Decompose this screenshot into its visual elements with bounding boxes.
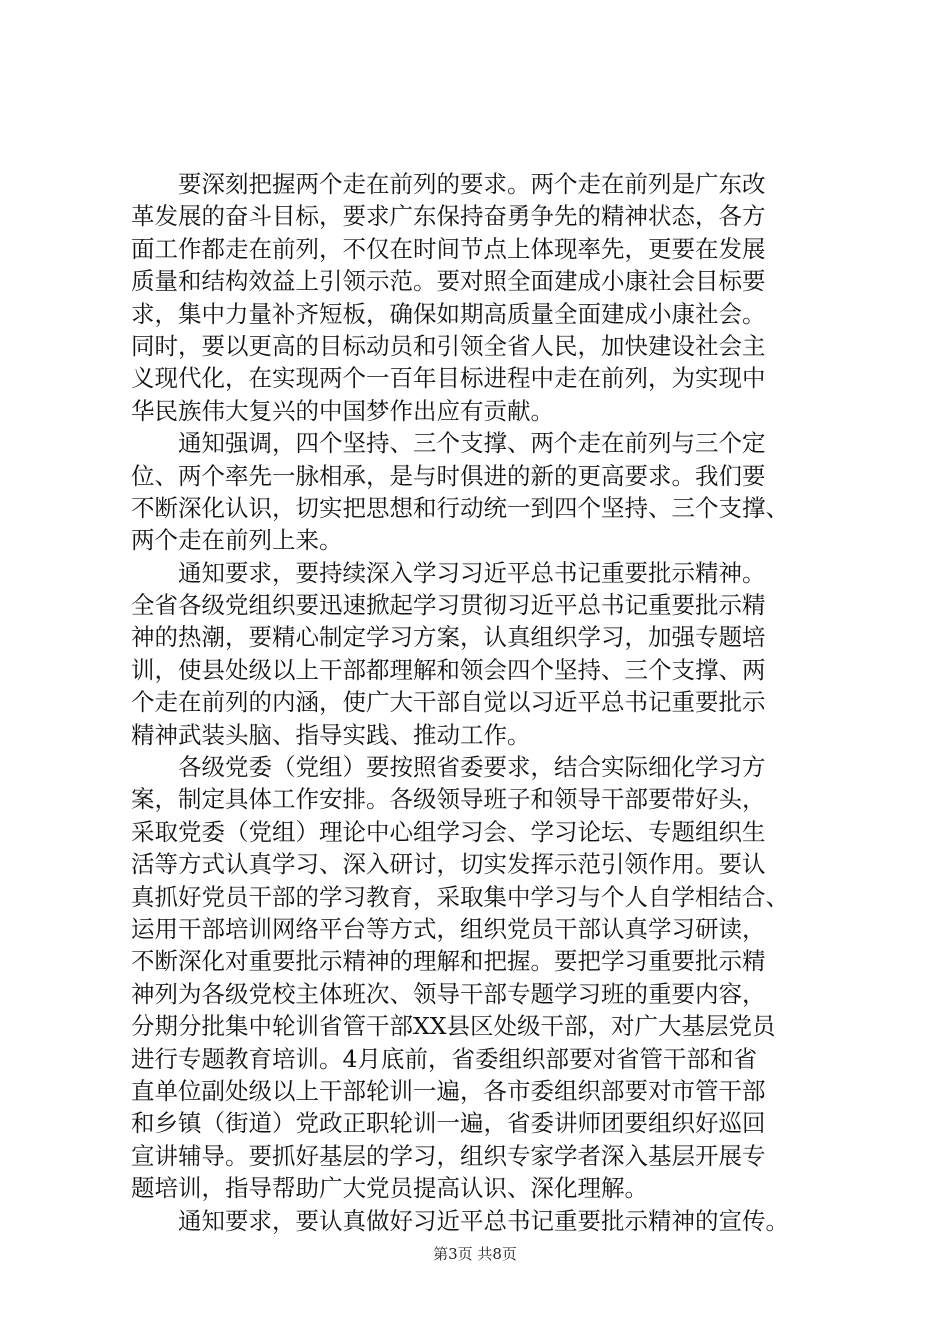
text-line: 求，集中力量补齐短板，确保如期高质量全面建成小康社会。: [131, 299, 766, 328]
text-line: 运用干部培训网络平台等方式，组织党员干部认真学习研读，: [131, 914, 766, 943]
text-line: 位、两个率先一脉相承，是与时俱进的新的更高要求。我们要: [131, 461, 766, 490]
text-line: 要深刻把握两个走在前列的要求。两个走在前列是广东改: [178, 170, 766, 198]
text-line: 神的热潮，要精心制定学习方案，认真组织学习，加强专题培: [131, 623, 766, 652]
text-line: 训，使县处级以上干部都理解和领会四个坚持、三个支撑、两: [131, 655, 766, 684]
text-line: 义现代化，在实现两个一百年目标进程中走在前列，为实现中: [131, 364, 766, 393]
text-line: 采取党委（党组）理论中心组学习会、学习论坛、专题组织生: [131, 817, 766, 846]
text-line: 华民族伟大复兴的中国梦作出应有贡献。: [131, 396, 554, 425]
text-line: 真抓好党员干部的学习教育，采取集中学习与个人自学相结合、: [131, 882, 789, 911]
text-line: 案，制定具体工作安排。各级领导班子和领导干部要带好头，: [131, 785, 766, 814]
text-line: 通知要求，要认真做好习近平总书记重要批示精神的宣传。: [178, 1206, 789, 1235]
text-line: 直单位副处级以上干部轮训一遍，各市委组织部要对市管干部: [131, 1076, 766, 1105]
paragraph: [131, 751, 851, 1204]
paragraph: [131, 557, 851, 751]
text-line: 质量和结构效益上引领示范。要对照全面建成小康社会目标要: [131, 267, 766, 296]
text-line: 两个走在前列上来。: [131, 526, 343, 555]
text-line: 神列为各级党校主体班次、领导干部专题学习班的重要内容，: [131, 979, 766, 1008]
text-line: 通知强调，四个坚持、三个支撑、两个走在前列与三个定: [178, 429, 766, 458]
text-line: 个走在前列的内涵，使广大干部自觉以习近平总书记重要批示: [131, 688, 766, 717]
text-line: 同时，要以更高的目标动员和引领全省人民，加快建设社会主: [131, 331, 766, 360]
text-line: 全省各级党组织要迅速掀起学习贯彻习近平总书记重要批示精: [131, 591, 766, 620]
paragraph: [131, 427, 851, 557]
paragraph: [131, 1205, 851, 1237]
text-line: 和乡镇（街道）党政正职轮训一遍，省委讲师团要组织好巡回: [131, 1109, 766, 1138]
text-line: 通知要求，要持续深入学习习近平总书记重要批示精神。: [178, 558, 766, 587]
paragraph: [131, 168, 851, 427]
text-line: 面工作都走在前列，不仅在时间节点上体现率先，更要在发展: [131, 234, 766, 263]
text-line: 进行专题教育培训。4月底前，省委组织部要对省管干部和省: [131, 1044, 757, 1073]
text-line: 革发展的奋斗目标，要求广东保持奋勇争先的精神状态，各方: [131, 202, 766, 231]
text-line: 各级党委（党组）要按照省委要求，结合实际细化学习方: [178, 753, 766, 782]
text-line: 精神武装头脑、指导实践、推动工作。: [131, 720, 531, 749]
text-line: 分期分批集中轮训省管干部XX县区处级干部，对广大基层党员: [131, 1012, 776, 1041]
text-line: 不断深化认识，切实把思想和行动统一到四个坚持、三个支撑、: [131, 493, 789, 522]
text-line: 宣讲辅导。要抓好基层的学习，组织专家学者深入基层开展专: [131, 1141, 766, 1170]
page-footer: [0, 1243, 950, 1264]
text-line: 活等方式认真学习、深入研讨，切实发挥示范引领作用。要认: [131, 850, 766, 879]
text-line: 不断深化对重要批示精神的理解和把握。要把学习重要批示精: [131, 947, 766, 976]
page-number-label: 第3页 共8页: [433, 1245, 517, 1263]
text-line: 题培训，指导帮助广大党员提高认识、深化理解。: [131, 1174, 648, 1203]
body-text: [131, 168, 851, 1237]
